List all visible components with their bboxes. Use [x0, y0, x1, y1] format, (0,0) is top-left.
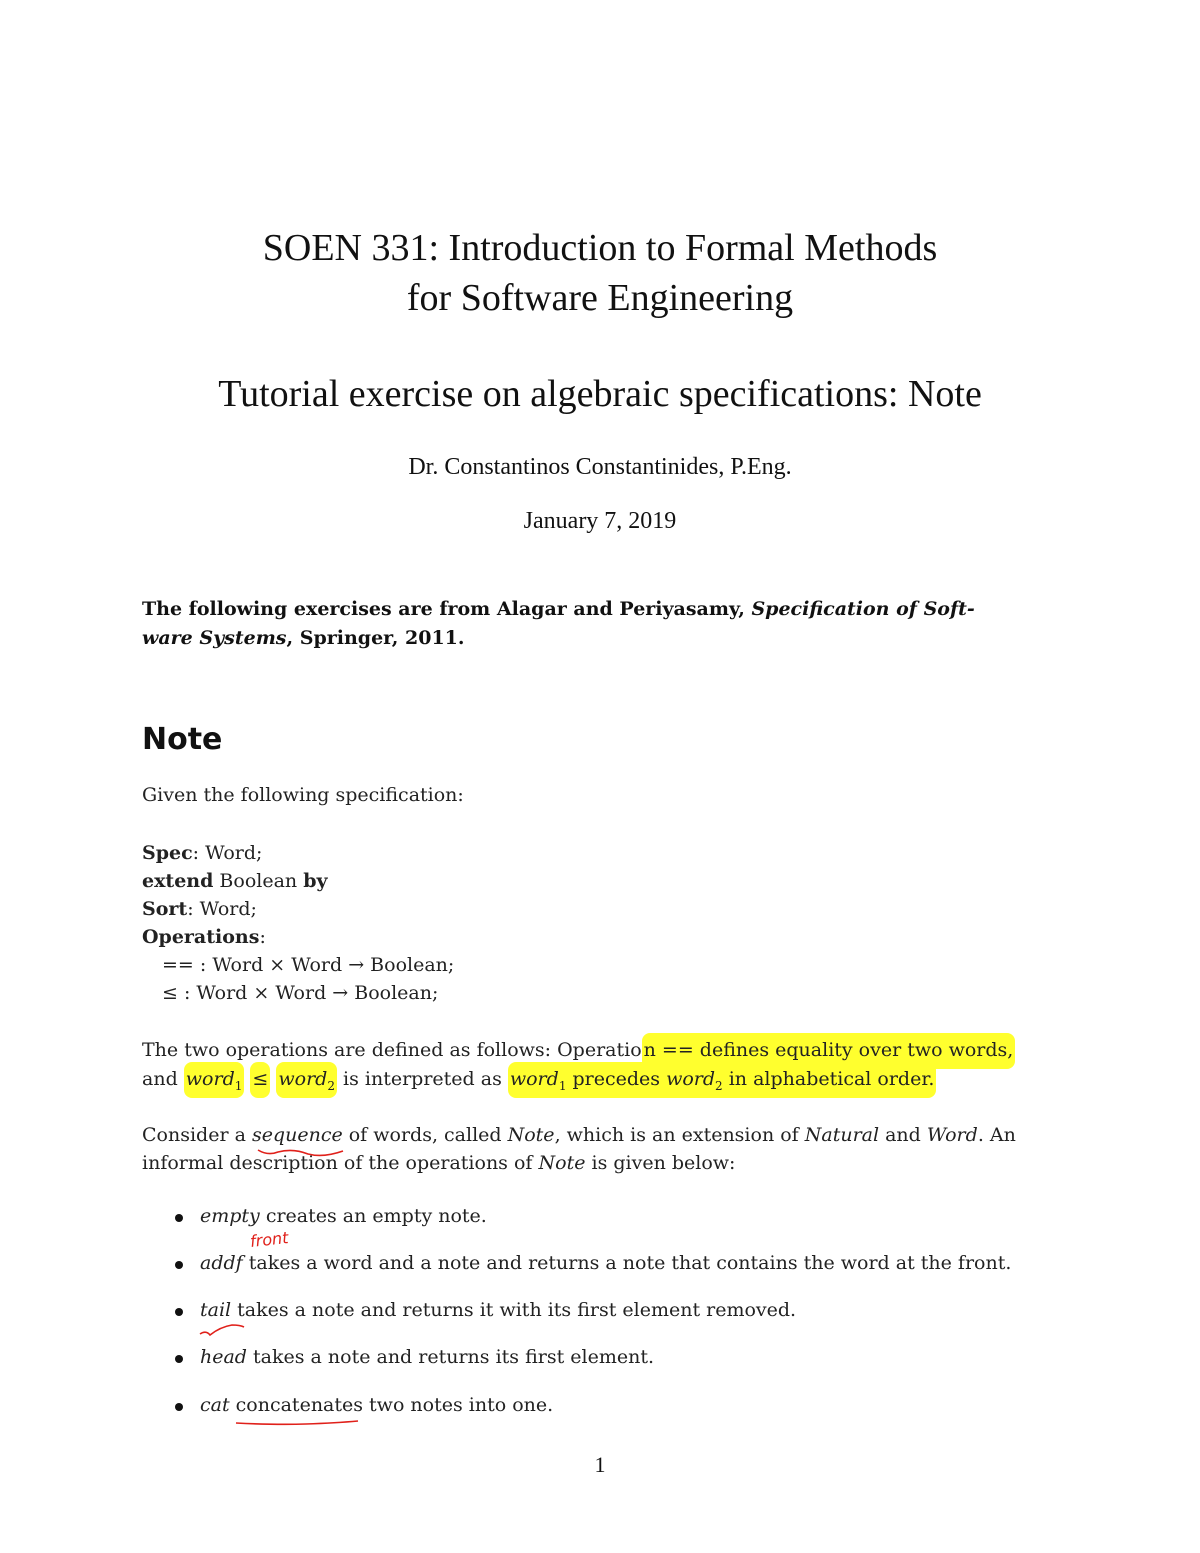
op-addf: addf: [200, 1252, 243, 1274]
word1-sub: 1: [234, 1078, 243, 1093]
spec-line: [142, 842, 262, 864]
page-number: 1: [594, 1452, 606, 1477]
bullet-empty: [200, 1205, 487, 1227]
source-prefix: The following exercises are from Alagar and Periyasamy,: [142, 598, 745, 620]
title-line-1: SOEN 331: Introduction to Formal Methods: [262, 227, 938, 269]
word1-text: word: [185, 1068, 235, 1090]
intro-text: Given the following specification:: [142, 784, 464, 806]
para2-text-f: informal description of the operations of: [142, 1152, 539, 1174]
natural-word: Natural: [804, 1124, 880, 1146]
operation-leq: ≤ : Word × Word → Boolean;: [162, 982, 439, 1004]
sort-value: : Word;: [187, 898, 257, 920]
bullet-head: [200, 1346, 654, 1368]
extend-value: Boolean: [213, 870, 304, 892]
para2-line-1: [142, 1124, 1016, 1146]
source-book-title-2: ware Systems: [142, 627, 287, 649]
source-suffix: , Springer, 2011.: [286, 627, 465, 649]
para1-highlight-2: [508, 1062, 937, 1098]
author: Dr. Constantinos Constantinides, P.Eng.: [408, 454, 792, 480]
bullet-addf: [200, 1252, 1011, 1274]
extend-line: [142, 870, 328, 892]
op-tail-desc: takes a note and returns it with its first element removed.: [231, 1299, 797, 1321]
operations-line: [142, 926, 266, 948]
para2-text-b: of words, called: [342, 1124, 508, 1146]
op-empty-desc: creates an empty note.: [259, 1205, 487, 1227]
para1-line-2: [142, 1068, 936, 1093]
para2-text-d: and: [879, 1124, 927, 1146]
word2b-text: word: [666, 1068, 716, 1090]
spec-label: Spec: [142, 842, 193, 864]
word2-highlight: [276, 1062, 337, 1098]
para1-highlight-1: n == defines equality over two words,: [642, 1033, 1016, 1069]
word-word: Word: [926, 1124, 978, 1146]
sort-label: Sort: [142, 898, 188, 920]
handwritten-annotation-front: front: [249, 1228, 290, 1251]
word2b-sub: 2: [715, 1078, 723, 1093]
word1b-sub: 1: [558, 1078, 567, 1093]
sequence-word: sequence: [251, 1124, 343, 1146]
bullet-tail: [200, 1299, 796, 1321]
date: January 7, 2019: [523, 508, 677, 534]
bullet-cat: [200, 1394, 553, 1416]
bullet-dot-icon: [175, 1403, 183, 1411]
title-line-2: for Software Engineering: [406, 277, 794, 319]
operations-label: Operations: [142, 926, 260, 948]
sort-line: [142, 898, 257, 920]
op-empty: empty: [200, 1205, 260, 1227]
word2-text: word: [278, 1068, 328, 1090]
ink-underline-concatenates: [236, 1421, 358, 1424]
op-cat: cat: [200, 1394, 230, 1416]
para1-line-1: [142, 1039, 1015, 1061]
source-line-1: [142, 598, 975, 620]
ink-underline-tail: [200, 1325, 244, 1335]
section-title: Note: [142, 722, 223, 757]
para2-text-a: Consider a: [142, 1124, 252, 1146]
para2-text-e: . An: [977, 1124, 1016, 1146]
para2-text-c: , which is an extension of: [554, 1124, 805, 1146]
op-head: head: [200, 1346, 247, 1368]
para1-mid: is interpreted as: [336, 1068, 508, 1090]
para1-end: in alphabetical order.: [722, 1068, 935, 1090]
by-label: by: [303, 870, 328, 892]
para1-plain: The two operations are defined as follows: Operatio: [142, 1039, 642, 1061]
source-book-title-1: Specification of Soft-: [751, 598, 975, 620]
op-head-desc: takes a note and returns its first element.: [246, 1346, 654, 1368]
leq-highlight: ≤: [250, 1062, 270, 1098]
word1b-text: word: [509, 1068, 559, 1090]
para1-and: and: [142, 1068, 184, 1090]
op-tail: tail: [200, 1299, 232, 1321]
extend-label: extend: [142, 870, 214, 892]
operations-colon: :: [259, 926, 266, 948]
subtitle: Tutorial exercise on algebraic specifications: Note: [218, 373, 982, 415]
bullet-dot-icon: [175, 1308, 183, 1316]
op-cat-desc: concatenates two notes into one.: [229, 1394, 554, 1416]
word2-sub: 2: [327, 1078, 335, 1093]
op-addf-desc: takes a word and a note and returns a note that contains the word at the front.: [242, 1252, 1012, 1274]
bullet-dot-icon: [175, 1261, 183, 1269]
precedes-text: precedes: [566, 1068, 667, 1090]
source-line-2: [142, 627, 465, 649]
spec-value: : Word;: [192, 842, 263, 864]
bullet-dot-icon: [175, 1355, 183, 1363]
bullet-dot-icon: [175, 1214, 183, 1222]
note-word-2: Note: [538, 1152, 586, 1174]
word1-highlight: [184, 1062, 245, 1098]
note-word: Note: [507, 1124, 555, 1146]
para2-line-2: [142, 1152, 735, 1174]
para2-text-g: is given below:: [585, 1152, 736, 1174]
operation-equality: == : Word × Word → Boolean;: [162, 954, 455, 976]
